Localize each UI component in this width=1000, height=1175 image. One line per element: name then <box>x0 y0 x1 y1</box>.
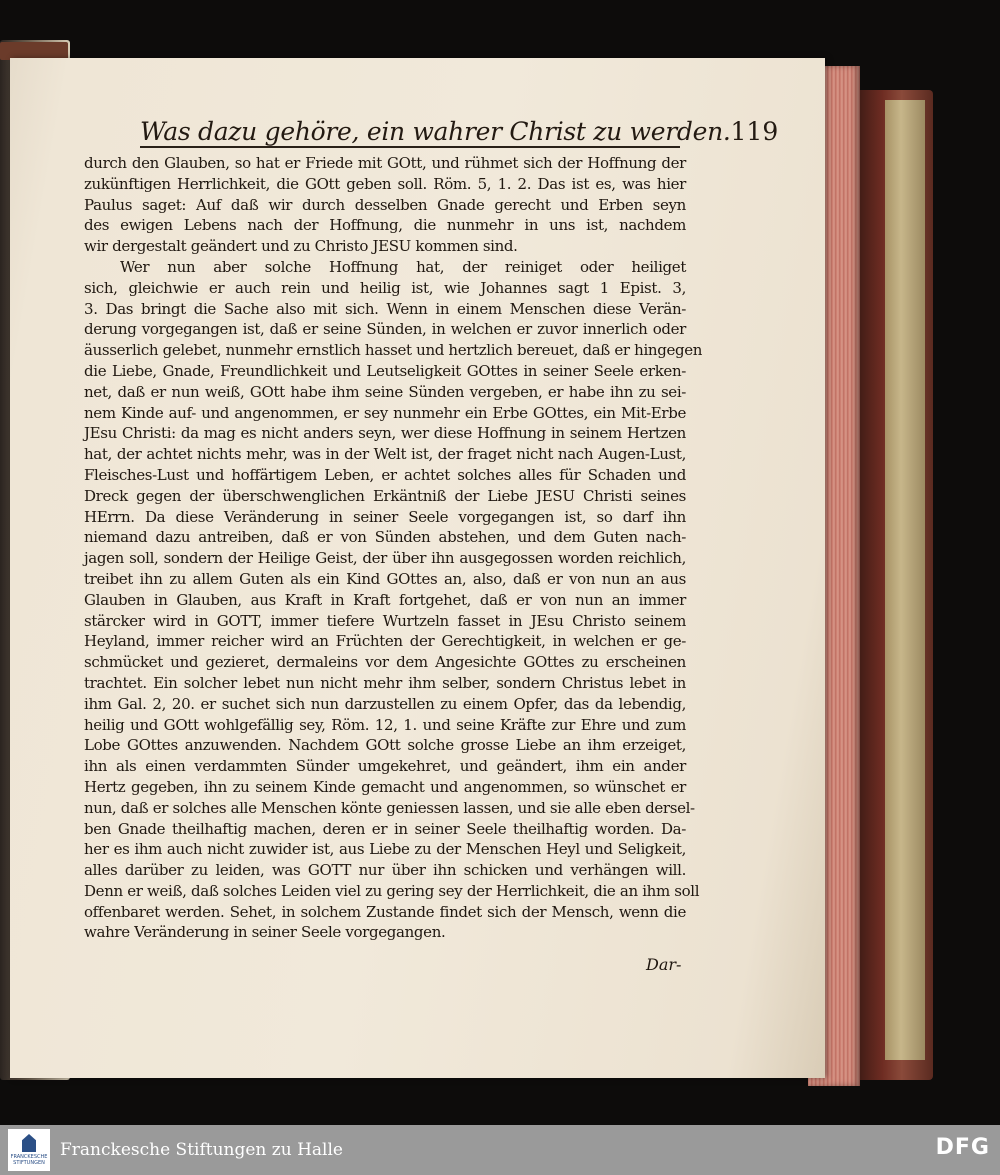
text-line: nem Kinde auf- und angenommen, er sey nunmehr ein Erbe GOttes, ein Mit-Erbe <box>84 403 686 422</box>
text-line: HErrn. Da diese Veränderung in seiner Seele vorgegangen ist, so darf ihn <box>84 507 686 526</box>
text-line: net, daß er nun weiß, GOtt habe ihm seine Sünden vergeben, er habe ihn zu sei- <box>84 382 686 401</box>
running-head <box>140 112 779 148</box>
text-line: die Liebe, Gnade, Freundlichkeit und Leutseligkeit GOttes in seiner Seele erken- <box>84 361 686 380</box>
text-line: durch den Glauben, so hat er Friede mit GOtt, und rühmet sich der Hoffnung der <box>84 154 686 172</box>
text-line: offenbaret werden. Sehet, in solchem Zustande findet sich der Mensch, wenn die <box>84 902 686 921</box>
text-line: Hertz gegeben, ihn zu seinem Kinde gemacht und angenommen, so wünschet er <box>84 777 686 796</box>
text-line: Denn er weiß, daß solches Leiden viel zu gering sey der Herrlichkeit, die an ihm soll <box>84 881 700 900</box>
logo-text: FRANCKESCHE STIFTUNGEN <box>10 1154 48 1166</box>
text-line: Wer nun aber solche Hoffnung hat, der reiniget oder heiliget <box>120 257 686 276</box>
page-number: 119 <box>730 117 779 146</box>
building-icon <box>22 1134 36 1152</box>
text-line: hat, der achtet nichts mehr, was in der Welt ist, der fraget nicht nach Augen-Lust, <box>84 445 686 464</box>
text-line: Glauben in Glauben, aus Kraft in Kraft fortgehet, daß er von nun an immer <box>84 590 686 609</box>
text-line: nun, daß er solches alle Menschen könte geniessen lassen, und sie alle eben dersel- <box>84 798 695 817</box>
text-line: Heyland, immer reicher wird an Früchten der Gerechtigkeit, in welchen er ge- <box>84 632 686 651</box>
back-cover-inner <box>885 100 925 1060</box>
text-line: äusserlich gelebet, nunmehr ernstlich hasset und hertzlich bereuet, daß er hingegen <box>84 341 703 360</box>
text-line: zukünftigen Herrlichkeit, die GOtt geben soll. Röm. 5, 1. 2. Das ist es, was hier <box>84 174 686 193</box>
text-line: Paulus saget: Auf daß wir durch desselben Gnade gerecht und Erben seyn <box>84 195 686 214</box>
text-line: schmücket und gezieret, dermaleins vor dem Angesichte GOttes zu erscheinen <box>84 653 686 672</box>
text-line: her es ihm auch nicht zuwider ist, aus Liebe zu der Menschen Heyl und Seligkeit, <box>84 840 686 859</box>
body-text <box>84 153 703 943</box>
text-line: stärcker wird in GOTT, immer tiefere Wurtzeln fasset in JEsu Christo seinem <box>84 611 686 630</box>
dfg-logo[interactable]: DFG <box>935 1135 990 1160</box>
text-line: wahre Veränderung in seiner Seele vorgegangen. <box>84 923 446 942</box>
text-line: heilig und GOtt wohlgefällig sey, Röm. 12, 1. und seine Kräfte zur Ehre und zum <box>84 715 686 734</box>
viewer-footer <box>0 1125 1000 1175</box>
text-line: des ewigen Lebens nach der Hoffnung, die nunmehr in uns ist, nachdem <box>84 216 686 235</box>
text-line: trachtet. Ein solcher lebet nun nicht mehr ihm selber, sondern Christus lebet in <box>84 673 686 692</box>
text-line: ihm Gal. 2, 20. er suchet sich nun darzustellen zu einem Opfer, das da lebendig, <box>84 694 686 713</box>
catchword: Dar- <box>646 955 682 974</box>
text-line: JEsu Christi: da mag es nicht anders seyn, wer diese Hoffnung in seinem Hertzen <box>84 424 686 443</box>
text-line: 3. Das bringt die Sache also mit sich. Wenn in einem Menschen diese Verän- <box>84 299 686 318</box>
text-line: wir dergestalt geändert und zu Christo JESU kommen sind. <box>84 237 518 256</box>
running-title: Was dazu gehöre, ein wahrer Christ zu werden. <box>140 117 731 146</box>
text-line: niemand dazu antreiben, daß er von Sünden abstehen, und dem Guten nach- <box>84 528 686 547</box>
text-line: Lobe GOttes anzuwenden. Nachdem GOtt solche grosse Liebe an ihm erzeiget, <box>84 736 686 755</box>
text-line: Dreck gegen der überschwenglichen Erkäntniß der Liebe JESU Christi seines <box>84 486 686 505</box>
text-line: jagen soll, sondern der Heilige Geist, der über ihn ausgegossen worden reichlich, <box>84 549 686 568</box>
text-line: ben Gnade theilhaftig machen, deren er in seiner Seele theilhaftig worden. Da- <box>84 819 686 838</box>
text-line: derung vorgegangen ist, daß er seine Sünden, in welchen er zuvor innerlich oder <box>84 320 686 339</box>
text-line: alles darüber zu leiden, was GOTT nur über ihn schicken und verhängen will. <box>84 861 686 880</box>
text-line: sich, gleichwie er auch rein und heilig ist, wie Johannes sagt 1 Epist. 3, <box>84 278 686 297</box>
text-line: ihn als einen verdammten Sünder umgekehret, und geändert, ihm ein ander <box>84 757 686 776</box>
institution-name[interactable]: Franckesche Stiftungen zu Halle <box>60 1140 343 1160</box>
text-line: Fleisches-Lust und hoffärtigem Leben, er achtet solches alles für Schaden und <box>84 465 686 484</box>
text-line: treibet ihn zu allem Guten als ein Kind GOttes an, also, daß er von nun an aus <box>84 569 686 588</box>
institution-logo[interactable] <box>8 1129 50 1171</box>
